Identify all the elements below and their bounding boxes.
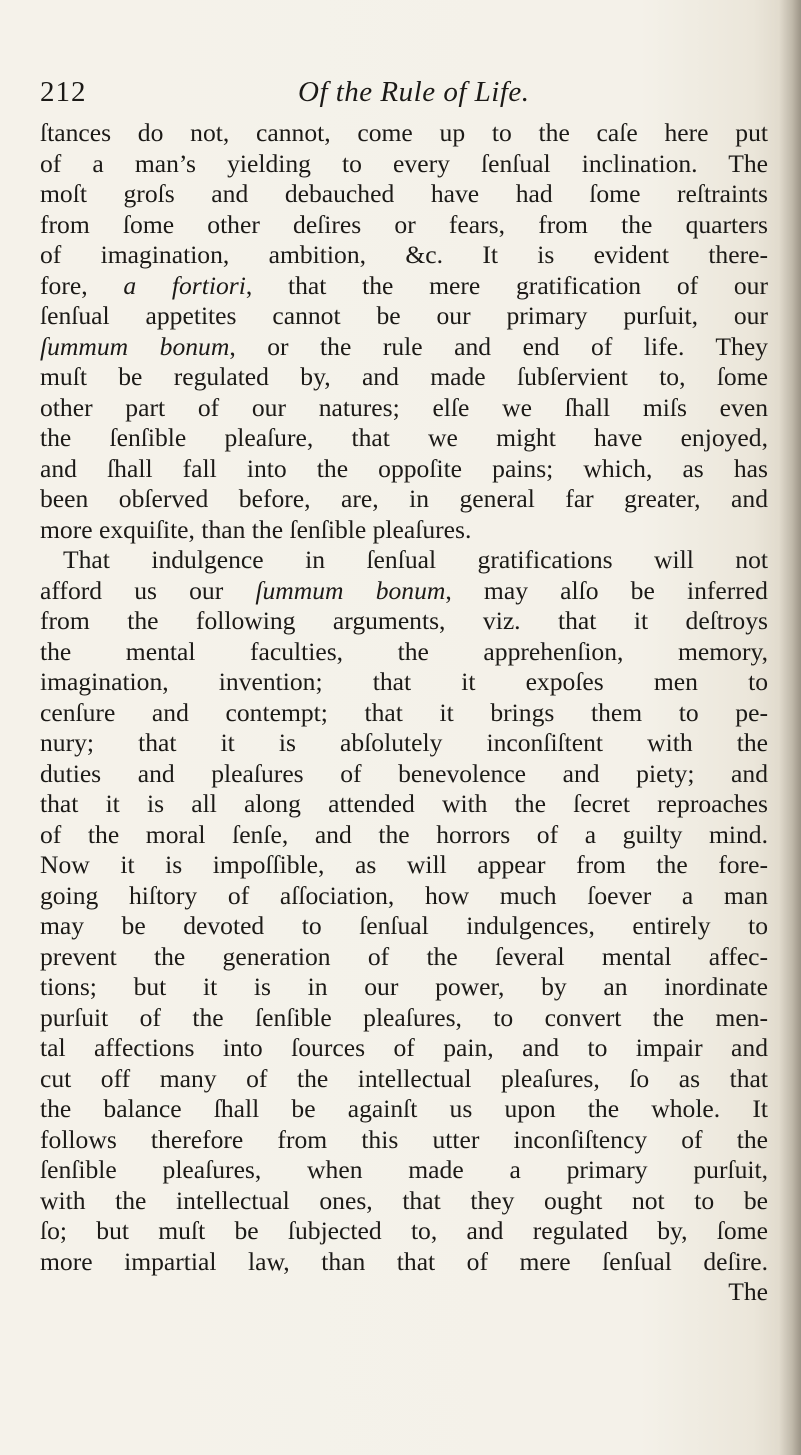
- text-run: cenſure and contempt; that it brings them to pe-: [40, 697, 768, 727]
- text-line: [40, 179, 768, 210]
- text-run: , or the rule and end of life. They: [229, 331, 768, 361]
- text-line: [40, 271, 768, 302]
- text-run: ſenſible pleaſures, when made a primary purſuit,: [40, 1155, 768, 1184]
- text-line: [40, 1003, 768, 1034]
- text-line: [40, 1033, 768, 1064]
- text-line: [40, 332, 768, 363]
- text-run: of the moral ſenſe, and the horrors of a guilty mind.: [40, 819, 768, 849]
- text-line: [40, 301, 768, 332]
- text-run: muſt be regulated by, and made ſubſervient to, ſome: [40, 362, 768, 391]
- text-line: [40, 1064, 768, 1095]
- running-title: Of the Rule of Life.: [298, 76, 530, 108]
- text-run: been obſerved before, are, in general far greater, and: [40, 484, 768, 513]
- text-line: [40, 576, 768, 607]
- text-run: ſtances do not, cannot, come up to the caſe here put: [40, 118, 768, 147]
- text-run: tions; but it is in our power, by an inordinate: [40, 972, 768, 1001]
- text-run: going hiſtory of aſſociation, how much ſoever a man: [40, 880, 768, 910]
- text-line: [40, 698, 768, 729]
- text-line: [40, 881, 768, 912]
- text-line: [40, 759, 768, 790]
- text-line: [40, 850, 768, 881]
- text-run: of imagination, ambition, &c. It is evident there-: [40, 240, 768, 269]
- text-line: [40, 942, 768, 973]
- text-line: [40, 1125, 768, 1156]
- text-run: the balance ſhall be againſt us upon the whole. It: [40, 1094, 768, 1123]
- text-line: [40, 362, 768, 393]
- text-line: [40, 820, 768, 851]
- text-run: of a man’s yielding to every ſenſual inclination. The: [40, 148, 768, 178]
- text-line: [40, 484, 768, 515]
- text-line: [40, 393, 768, 424]
- text-run: purſuit of the ſenſible pleaſures, to convert the men-: [40, 1002, 768, 1032]
- text-line: [40, 1216, 768, 1247]
- text-run: afford us our: [40, 575, 256, 605]
- text-run: that it is all along attended with the ſecret reproaches: [40, 789, 768, 818]
- text-run: tal affections into ſources of pain, and to impair and: [40, 1033, 768, 1062]
- text-run: with the intellectual ones, that they ought not to be: [40, 1185, 768, 1215]
- text-run: That indulgence in ſenſual gratifications will not: [63, 545, 768, 574]
- text-run: more exquiſite, than the ſenſible pleaſures.: [40, 514, 472, 544]
- italic-phrase: ſummum bonum: [40, 331, 230, 361]
- text-run: from the following arguments, viz. that it deſtroys: [40, 606, 768, 635]
- text-run: prevent the generation of the ſeveral mental affec-: [40, 941, 768, 971]
- text-line: [40, 454, 768, 485]
- text-run: , may alſo be inferred: [445, 575, 768, 605]
- body-text: [40, 118, 768, 1308]
- text-run: cut off many of the intellectual pleaſures, ſo as that: [40, 1063, 768, 1093]
- text-run: the mental faculties, the apprehenſion, memory,: [40, 636, 768, 666]
- catchword: The: [728, 1277, 768, 1306]
- text-line: [40, 423, 768, 454]
- text-line: [40, 1247, 768, 1278]
- text-run: the ſenſible pleaſure, that we might have enjoyed,: [40, 423, 768, 452]
- text-run: from ſome other deſires or fears, from the quarters: [40, 209, 768, 239]
- text-run: ſo; but muſt be ſubjected to, and regulated by, ſome: [40, 1216, 768, 1245]
- text-line: [40, 1094, 768, 1125]
- text-line: [40, 667, 768, 698]
- text-run: , that the mere gratification of our: [245, 270, 768, 300]
- text-run: moſt groſs and debauched have had ſome reſtraints: [40, 179, 768, 208]
- page-number: 212: [40, 76, 87, 108]
- italic-phrase: a fortiori: [123, 270, 246, 300]
- text-line: [40, 606, 768, 637]
- text-line: [40, 149, 768, 180]
- italic-phrase: ſummum bonum: [255, 575, 446, 605]
- text-run: follows therefore from this utter inconſiſtency of the: [40, 1124, 768, 1154]
- text-line: [40, 911, 768, 942]
- text-line: [40, 515, 768, 546]
- text-run: duties and pleaſures of benevolence and piety; and: [40, 758, 768, 788]
- binding-gutter-shadow: [779, 0, 801, 1455]
- text-line: [40, 1186, 768, 1217]
- text-line: [40, 210, 768, 241]
- text-run: more impartial law, than that of mere ſenſual deſire.: [40, 1246, 768, 1276]
- text-line: [40, 545, 768, 576]
- text-line: [40, 240, 768, 271]
- text-line: [40, 637, 768, 668]
- text-line: [40, 1155, 768, 1186]
- text-run: other part of our natures; elſe we ſhall miſs even: [40, 392, 768, 422]
- text-run: and ſhall fall into the oppoſite pains; which, as has: [40, 453, 768, 483]
- text-run: fore,: [40, 270, 124, 300]
- text-line: [40, 972, 768, 1003]
- running-head: [40, 70, 760, 114]
- text-run: ſenſual appetites cannot be our primary purſuit, our: [40, 301, 768, 330]
- text-run: Now it is impoſſible, as will appear from the fore-: [40, 850, 768, 879]
- text-run: may be devoted to ſenſual indulgences, entirely to: [40, 911, 768, 940]
- text-run: nury; that it is abſolutely inconſiſtent with the: [40, 728, 768, 757]
- text-line: [40, 118, 768, 149]
- text-run: imagination, invention; that it expoſes men to: [40, 667, 768, 696]
- text-line: [40, 789, 768, 820]
- text-line: [40, 728, 768, 759]
